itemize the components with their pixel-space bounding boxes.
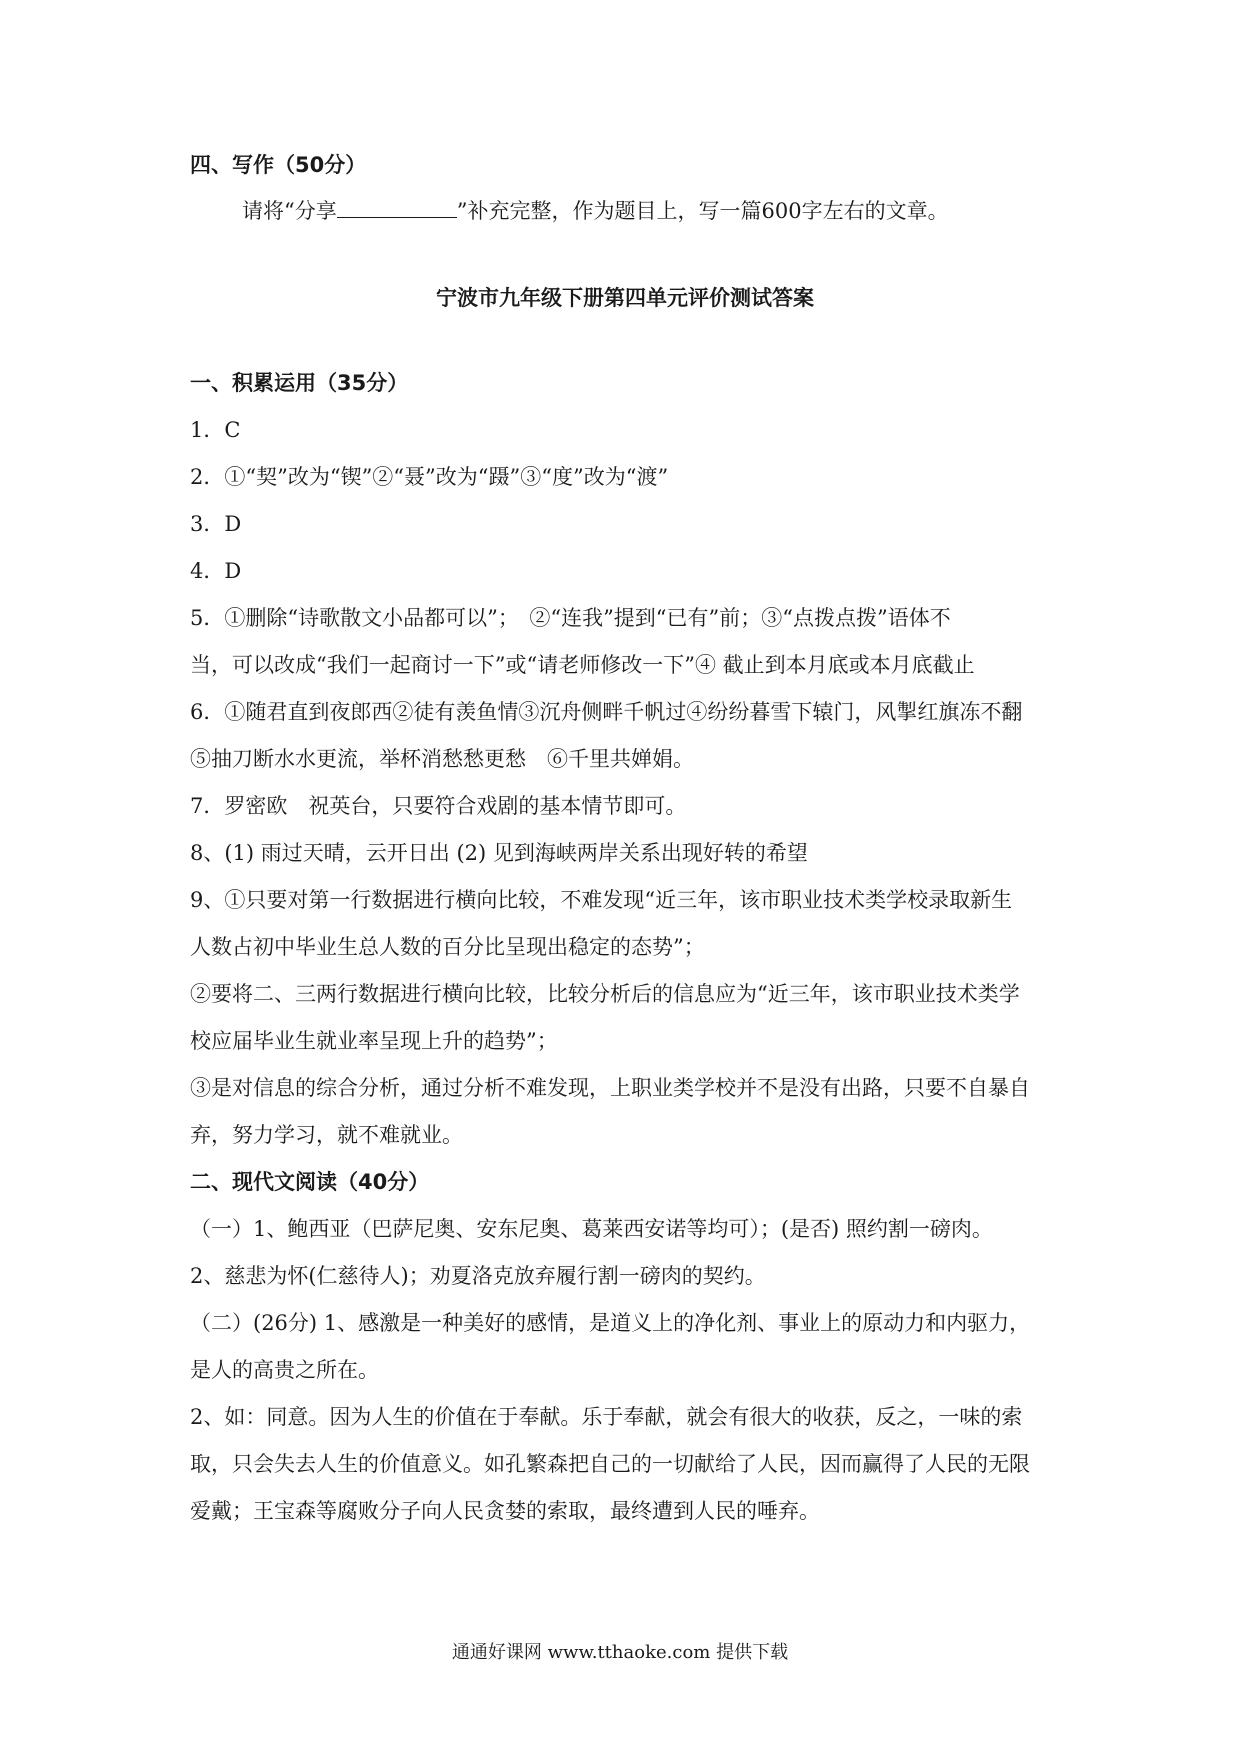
answer-line: ②要将二、三两行数据进行横向比较，比较分析后的信息应为“近三年，该市职业技术类学 — [190, 982, 1020, 1006]
answer-line: 8、(1) 雨过天晴，云开日出 (2) 见到海峡两岸关系出现好转的希望 — [190, 841, 808, 865]
section1-answers — [190, 415, 1060, 1150]
answer-line: （二）(26分) 1、感激是一种美好的感情，是道义上的净化剂、事业上的原动力和内驱力， — [190, 1311, 1031, 1335]
document-page — [190, 150, 1060, 1526]
answers-title: 宁波市九年级下册第四单元评价测试答案 — [436, 286, 814, 310]
answer-line: 1．C — [190, 418, 241, 442]
fill-in-blank — [337, 197, 457, 218]
answer-line: 5．①删除“诗歌散文小品都可以”； ②“连我”提到“已有”前；③“点拨点拨”语体不 — [190, 606, 951, 630]
answer-line: 校应届毕业生就业率呈现上升的趋势”； — [190, 1029, 558, 1053]
writing-prompt-after: ”补充完整，作为题目上，写一篇600字左右的文章。 — [456, 199, 949, 223]
answer-line: 取，只会失去人生的价值意义。如孔繁森把自己的一切献给了人民，因而赢得了人民的无限 — [190, 1452, 1030, 1476]
answer-line: 当，可以改成“我们一起商讨一下”或“请老师修改一下”④ 截止到本月底或本月底截止 — [190, 653, 975, 677]
answer-line: 人数占初中毕业生总人数的百分比呈现出稳定的态势”； — [190, 935, 705, 959]
answer-line: 3．D — [190, 512, 242, 536]
section2-answers — [190, 1214, 1060, 1526]
writing-prompt — [190, 196, 1060, 226]
answer-line: ③是对信息的综合分析，通过分析不难发现，上职业类学校并不是没有出路，只要不自暴自 — [190, 1076, 1030, 1100]
section2-heading: 二、现代文阅读（40分） — [190, 1170, 430, 1194]
writing-prompt-before: 请将“分享 — [242, 199, 337, 223]
writing-heading: 四、写作（50分） — [190, 153, 367, 177]
answer-line: 9、①只要对第一行数据进行横向比较，不难发现“近三年，该市职业技术类学校录取新生 — [190, 888, 1013, 912]
answer-line: 2．①“契”改为“锲”②“聂”改为“蹑”③“度”改为“渡” — [190, 465, 669, 489]
answer-line: 弃，努力学习，就不难就业。 — [190, 1123, 463, 1147]
answer-line: 4．D — [190, 559, 242, 583]
answer-line: ⑤抽刀断水水更流，举杯消愁愁更愁 ⑥千里共婵娟。 — [190, 747, 694, 771]
answer-line: 6．①随君直到夜郎西②徒有羡鱼情③沉舟侧畔千帆过④纷纷暮雪下辕门，风掣红旗冻不翻 — [190, 700, 1023, 724]
answer-line: 7．罗密欧 祝英台，只要符合戏剧的基本情节即可。 — [190, 794, 687, 818]
page-footer: 通通好课网 www.tthaoke.com 提供下载 — [451, 1642, 789, 1663]
answer-line: 爱戴；王宝森等腐败分子向人民贪婪的索取，最终遭到人民的唾弃。 — [190, 1499, 820, 1523]
answer-line: 2、慈悲为怀(仁慈待人)；劝夏洛克放弃履行割一磅肉的契约。 — [190, 1264, 766, 1288]
section1-heading: 一、积累运用（35分） — [190, 371, 409, 395]
answer-line: （一）1、鲍西亚（巴萨尼奥、安东尼奥、葛莱西安诺等均可）；(是否) 照约割一磅肉。 — [190, 1217, 993, 1241]
answer-line: 是人的高贵之所在。 — [190, 1358, 379, 1382]
answer-line: 2、如：同意。因为人生的价值在于奉献。乐于奉献，就会有很大的收获，反之，一味的索 — [190, 1405, 1023, 1429]
